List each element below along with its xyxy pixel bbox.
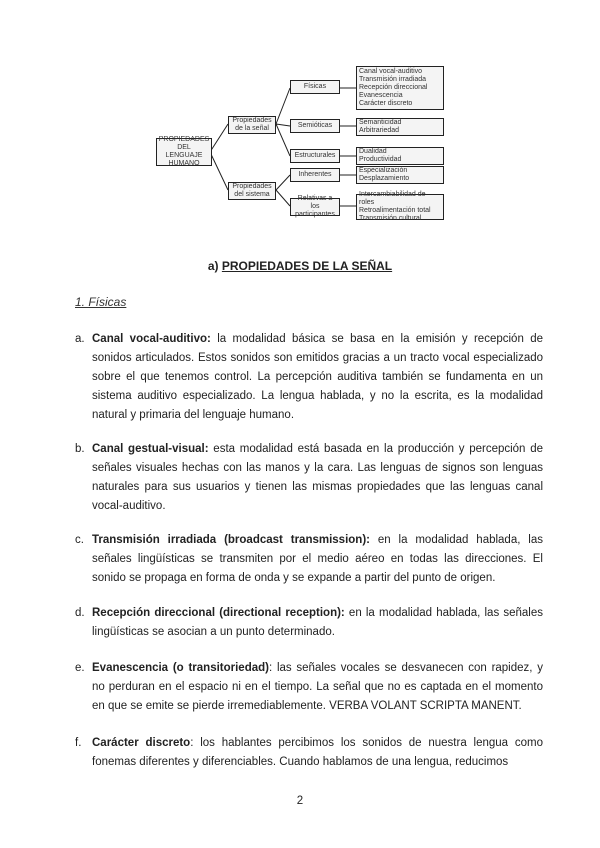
item-text: en la modalidad hablada, las señales lingüísticas se transmiten por el medio aéreo en todas las direcciones. El sonido se propaga en forma de onda y se expande a partir del punto de origen. — [92, 534, 543, 584]
item-term: Transmisión irradiada (broadcast transmission): — [92, 534, 370, 546]
list-item — [75, 734, 543, 772]
list-marker: f. — [75, 737, 82, 749]
list-item — [75, 531, 543, 588]
diagram-leaf-estructurales: Dualidad Productividad — [356, 147, 444, 165]
list-marker: e. — [75, 662, 85, 674]
diagram-signal: Propiedades de la señal — [228, 116, 276, 134]
list-item — [75, 604, 543, 642]
diagram-system: Propiedades del sistema — [228, 182, 276, 200]
item-term: Evanescencia (o transitoriedad) — [92, 662, 269, 674]
list-marker: a. — [75, 333, 85, 345]
properties-diagram — [150, 62, 446, 230]
item-text: en la modalidad hablada, las señales lingüísticas se asocian a un punto determinado. — [92, 607, 543, 638]
list-item — [75, 330, 543, 425]
section-title — [0, 259, 600, 273]
list-item — [75, 440, 543, 516]
subsection-heading: 1. Físicas — [75, 295, 127, 309]
item-text: la modalidad básica se basa en la emisión y recepción de sonidos articulados. Estos sonidos son emitidos gracias a un tracto vocal especializado sobre el que tenemos control. La percepción auditiva también se fundamenta en un sistema auditivo especializado. La lengua hablada, y no la escrita, es la modalidad natural y primaria del lenguaje humano. — [92, 333, 543, 421]
diagram-estructurales: Estructurales — [290, 149, 340, 163]
item-term: Carácter discreto — [92, 737, 191, 749]
page-number: 2 — [296, 795, 304, 807]
diagram-leaf-inherentes: Especialización Desplazamiento — [356, 166, 444, 184]
list-marker: d. — [75, 607, 85, 619]
diagram-root: PROPIEDADES DEL LENGUAJE HUMANO — [156, 138, 212, 166]
diagram-leaf-semioticas: Semanticidad Arbitrariedad — [356, 118, 444, 136]
item-term: Canal vocal-auditivo: — [92, 333, 211, 345]
diagram-leaf-relativas: Intercambiabilidad de roles Retroalimentación total Transmisión cultural — [356, 194, 444, 220]
diagram-fisicas: Físicas — [290, 80, 340, 94]
item-text: esta modalidad está basada en la producción y percepción de señales visuales hechas con las manos y la cara. Las lenguas de signos son lenguas naturales para sus usuarios y tienen las mismas propiedades que las lenguas canal vocal-auditivo. — [92, 443, 543, 512]
item-text: : las señales vocales se desvanecen con rapidez, y no perduran en el espacio ni en el tiempo. La señal que no es captada en el momento en que se emite se pierde irremediablemente. VERBA VOLANT SCRIPTA MANENT. — [92, 662, 543, 712]
section-marker: a) — [207, 259, 219, 273]
diagram-leaf-fisicas: Canal vocal-auditivo Transmisión irradiada Recepción direccional Evanescencia Carácter discreto — [356, 66, 444, 110]
section-title-text: PROPIEDADES DE LA SEÑAL — [221, 259, 393, 273]
list-item — [75, 659, 543, 716]
item-term: Canal gestual-visual: — [92, 443, 209, 455]
diagram-inherentes: Inherentes — [290, 168, 340, 182]
diagram-semioticas: Semióticas — [290, 119, 340, 133]
list-marker: b. — [75, 443, 85, 455]
list-marker: c. — [75, 534, 84, 546]
item-text: : los hablantes percibimos los sonidos de nuestra lengua como fonemas diferentes y diferenciables. Cuando hablamos de una lengua, reducimos — [92, 737, 543, 768]
item-term: Recepción direccional (directional reception): — [92, 607, 345, 619]
diagram-relativas: Relativas a los participantes — [290, 198, 340, 216]
